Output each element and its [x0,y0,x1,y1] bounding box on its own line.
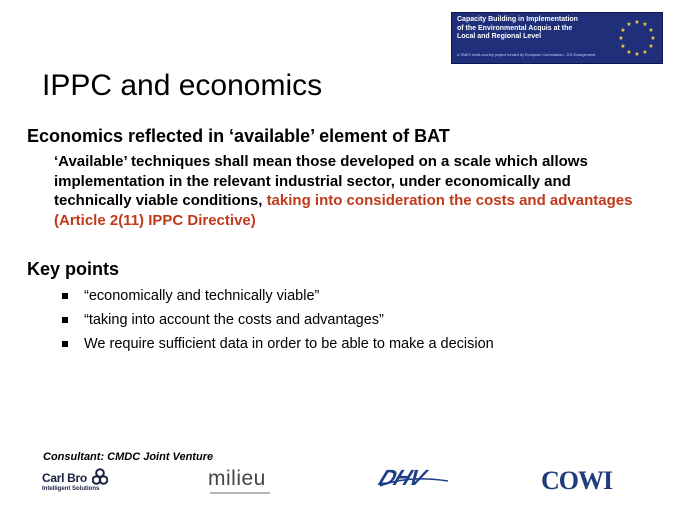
dhv-logo [375,465,450,495]
carlbro-logo [42,468,112,496]
svg-text:★: ★ [642,21,648,28]
bullet-square-icon [62,341,68,347]
banner-title: Capacity Building in Implementation of the Environmental Acquis at the Local and Regional Level [457,16,578,40]
svg-text:★: ★ [648,43,654,50]
banner-subtitle: A TAIEX multi-country project funded by European Commission - DG Enlargement [457,53,596,57]
dhv-name: DHV [375,465,429,490]
svg-text:★: ★ [620,27,626,34]
bullet-square-icon [62,317,68,323]
carlbro-rings-icon [92,468,108,488]
bat-definition-text [54,152,644,230]
carlbro-name: Carl Bro [42,471,87,485]
list-item [62,308,494,332]
svg-text:★: ★ [634,51,640,58]
svg-text:★: ★ [620,43,626,50]
definition-black-text: ‘Available’ techniques shall mean those developed on a scale which allows implementation in the relevant industrial sector, under economically and technically viable conditions, [54,153,588,209]
milieu-underline [210,492,270,494]
slide-title: IPPC and economics [42,69,323,102]
svg-text:★: ★ [634,19,640,26]
milieu-name: milieu [208,467,266,490]
carlbro-tagline: Intelligent Solutions [42,486,100,492]
svg-text:★: ★ [642,49,648,56]
svg-text:★: ★ [650,35,656,42]
definition-red-text: taking into consideration the costs and advantages (Article 2(11) IPPC Directive) [54,192,633,229]
section-heading-economics: Economics reflected in ‘available’ element of BAT [27,126,450,146]
dhv-swoosh-icon [378,477,450,489]
cowi-logo [541,466,613,496]
cowi-name: COWI [541,466,613,495]
consultant-label: Consultant: CMDC Joint Venture [43,451,214,463]
bullet-text: “taking into account the costs and advantages” [84,312,384,328]
svg-text:★: ★ [648,27,654,34]
project-banner [451,12,663,64]
bullet-text: “economically and technically viable” [84,288,320,304]
bullet-text: We require sufficient data in order to be able to make a decision [84,336,494,352]
svg-text:★: ★ [626,49,632,56]
key-points-list [62,284,494,356]
milieu-logo [208,467,278,495]
svg-text:★: ★ [626,21,632,28]
section-heading-key-points: Key points [27,259,120,279]
svg-text:★: ★ [618,35,624,42]
eu-stars-icon [612,15,662,61]
list-item [62,332,494,356]
list-item [62,284,494,308]
bullet-square-icon [62,293,68,299]
